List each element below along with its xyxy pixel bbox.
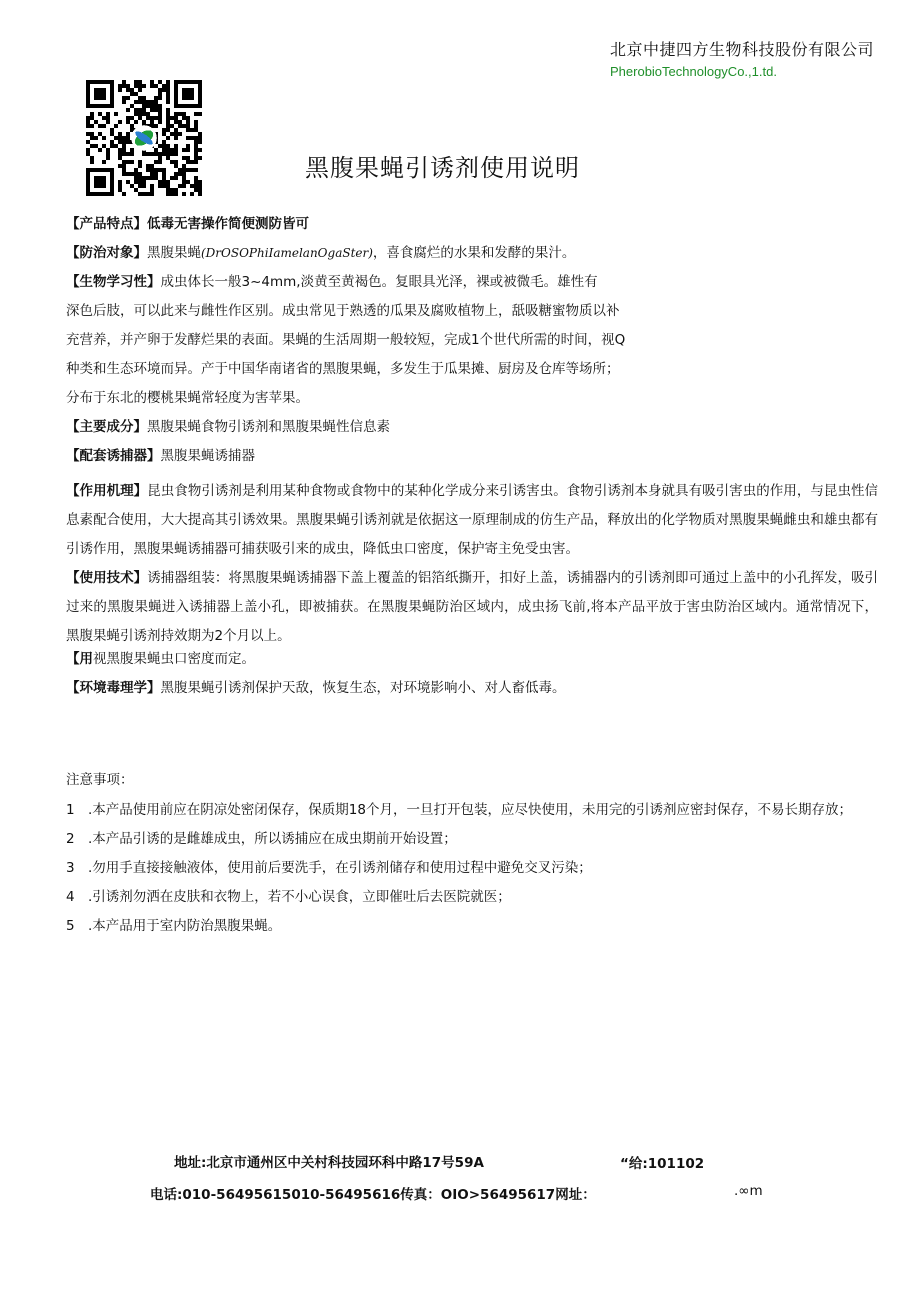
list-item: [66, 825, 878, 854]
company-name-cn: 北京中捷四方生物科技股份有限公司: [609, 40, 874, 59]
company-name-en: PherobioTechnologyCo.,1.td.: [610, 64, 777, 79]
qr-code: [86, 80, 202, 196]
footer-contact: 电话:010-56495615010-56495616传真：OIO>56495617网址：: [150, 1187, 596, 1203]
section-ingredients: [66, 419, 878, 448]
section-label: 【作用机理】: [66, 483, 148, 499]
section-text: 成虫体长一般3~4mm,淡黄至黄褐色。复眼具光泽，裸或被微毛。雄性有: [160, 274, 598, 290]
section-trap: [66, 448, 878, 477]
latin-name: (DrOSOPhiIamelanOgaSter): [201, 246, 373, 260]
biology-line: 深色后肢，可以此来与雌性作区别。成虫常见于熟透的瓜果及腐败植物上，舐吸糖蜜物质以补: [66, 303, 620, 319]
biology-line: 分布于东北的樱桃果蝇常轻度为害苹果。: [66, 390, 309, 406]
note-number: 4: [66, 889, 75, 905]
note-number: 1: [66, 802, 75, 818]
note-text: .引诱剂勿洒在皮肤和衣物上，若不小心误食，立即催吐后去医院就医；: [88, 889, 511, 905]
note-text: .本产品使用前应在阴凉处密闭保存，保质期18个月，一旦打开包装，应尽快使用，未用完的引诱剂应密封保存，不易长期存放；: [88, 802, 852, 818]
footer-postcode: “给:101102: [620, 1156, 705, 1172]
section-label: 【使用技术】: [66, 570, 148, 586]
page-title: 黑腹果蝇引诱剂使用说明: [305, 154, 580, 182]
document-body: [66, 216, 878, 709]
section-label: 【配套诱捕器】: [66, 448, 161, 464]
section-text: 昆虫食物引诱剂是利用某种食物或食物中的某种化学成分来引诱害虫。食物引诱剂本身就具有吸引害虫的作用，与昆虫性信息素配合使用，大大提高其引诱效果。黑腹果蝇引诱剂就是依据这一原理制成的仿生产品，释放出的化学物质对黑腹果蝇雌虫和雄虫都有引诱作用，黑腹果蝇诱捕器可捕获吸引来的成虫，降低虫口密度，保护寄主免受虫害。: [66, 483, 879, 557]
section-biology: [66, 274, 878, 303]
section-text: 低毒无害操作简便测防皆可: [147, 216, 309, 232]
section-label: 【环境毒理学】: [66, 680, 161, 696]
section-text: ，喜食腐烂的水果和发酵的果汁。: [372, 245, 576, 261]
section-text: 视黑腹果蝇虫口密度而定。: [93, 651, 255, 667]
section-target: [66, 245, 878, 274]
section-usage: [66, 564, 878, 651]
section-label: 【生物学习性】: [66, 274, 161, 290]
footer-address: 地址:北京市通州区中关村科技园环科中路17号59A: [174, 1155, 484, 1171]
footer-web: .∞m: [734, 1183, 763, 1199]
section-label: 【用: [66, 651, 93, 667]
section-features: [66, 216, 878, 245]
list-item: [66, 796, 878, 825]
list-item: [66, 912, 878, 941]
note-text: .勿用手直接接触液体，使用前后要洗手，在引诱剂储存和使用过程中避免交叉污染；: [88, 860, 592, 876]
notes-title: 注意事项：: [66, 772, 134, 788]
section-text: 黑腹果蝇诱捕器: [160, 448, 255, 464]
biology-line: 充营养，并产卵于发酵烂果的表面。果蝇的生活周期一般较短，完成1个世代所需的时间，视Q: [66, 332, 626, 348]
biology-line: 种类和生态环境而异。产于中国华南诸省的黑腹果蝇，多发生于瓜果摊、厨房及仓库等场所；: [66, 361, 620, 377]
note-text: .本产品用于室内防治黑腹果蝇。: [88, 918, 282, 934]
section-dosage: [66, 651, 878, 680]
note-number: 3: [66, 860, 75, 876]
section-text: 黑腹果蝇: [147, 245, 201, 261]
section-text: 诱捕器组装：将黑腹果蝇诱捕器下盖上覆盖的铝箔纸撕开，扣好上盖，诱捕器内的引诱剂即可通过上盖中的小孔挥发，吸引过来的黑腹果蝇进入诱捕器上盖小孔，即被捕获。在黑腹果蝇防治区域内，成虫扬飞前,将本产品平放于害虫防治区域内。通常情况下，黑腹果蝇引诱剂持效期为2个月以上。: [66, 570, 879, 644]
list-item: [66, 883, 878, 912]
section-text: 黑腹果蝇食物引诱剂和黑腹果蝇性信息素: [147, 419, 390, 435]
notes-list: [66, 796, 878, 941]
section-toxicology: [66, 680, 878, 709]
section-text: 黑腹果蝇引诱剂保护天敌，恢复生态，对环境影响小、对人畜低毒。: [160, 680, 566, 696]
section-label: 【主要成分】: [66, 419, 147, 435]
note-number: 2: [66, 831, 75, 847]
section-label: 【产品特点】: [66, 216, 147, 232]
note-number: 5: [66, 918, 75, 934]
list-item: [66, 854, 878, 883]
section-label: 【防治对象】: [66, 245, 147, 261]
section-mechanism: [66, 477, 878, 564]
note-text: .本产品引诱的是雌雄成虫，所以诱捕应在成虫期前开始设置；: [88, 831, 457, 847]
